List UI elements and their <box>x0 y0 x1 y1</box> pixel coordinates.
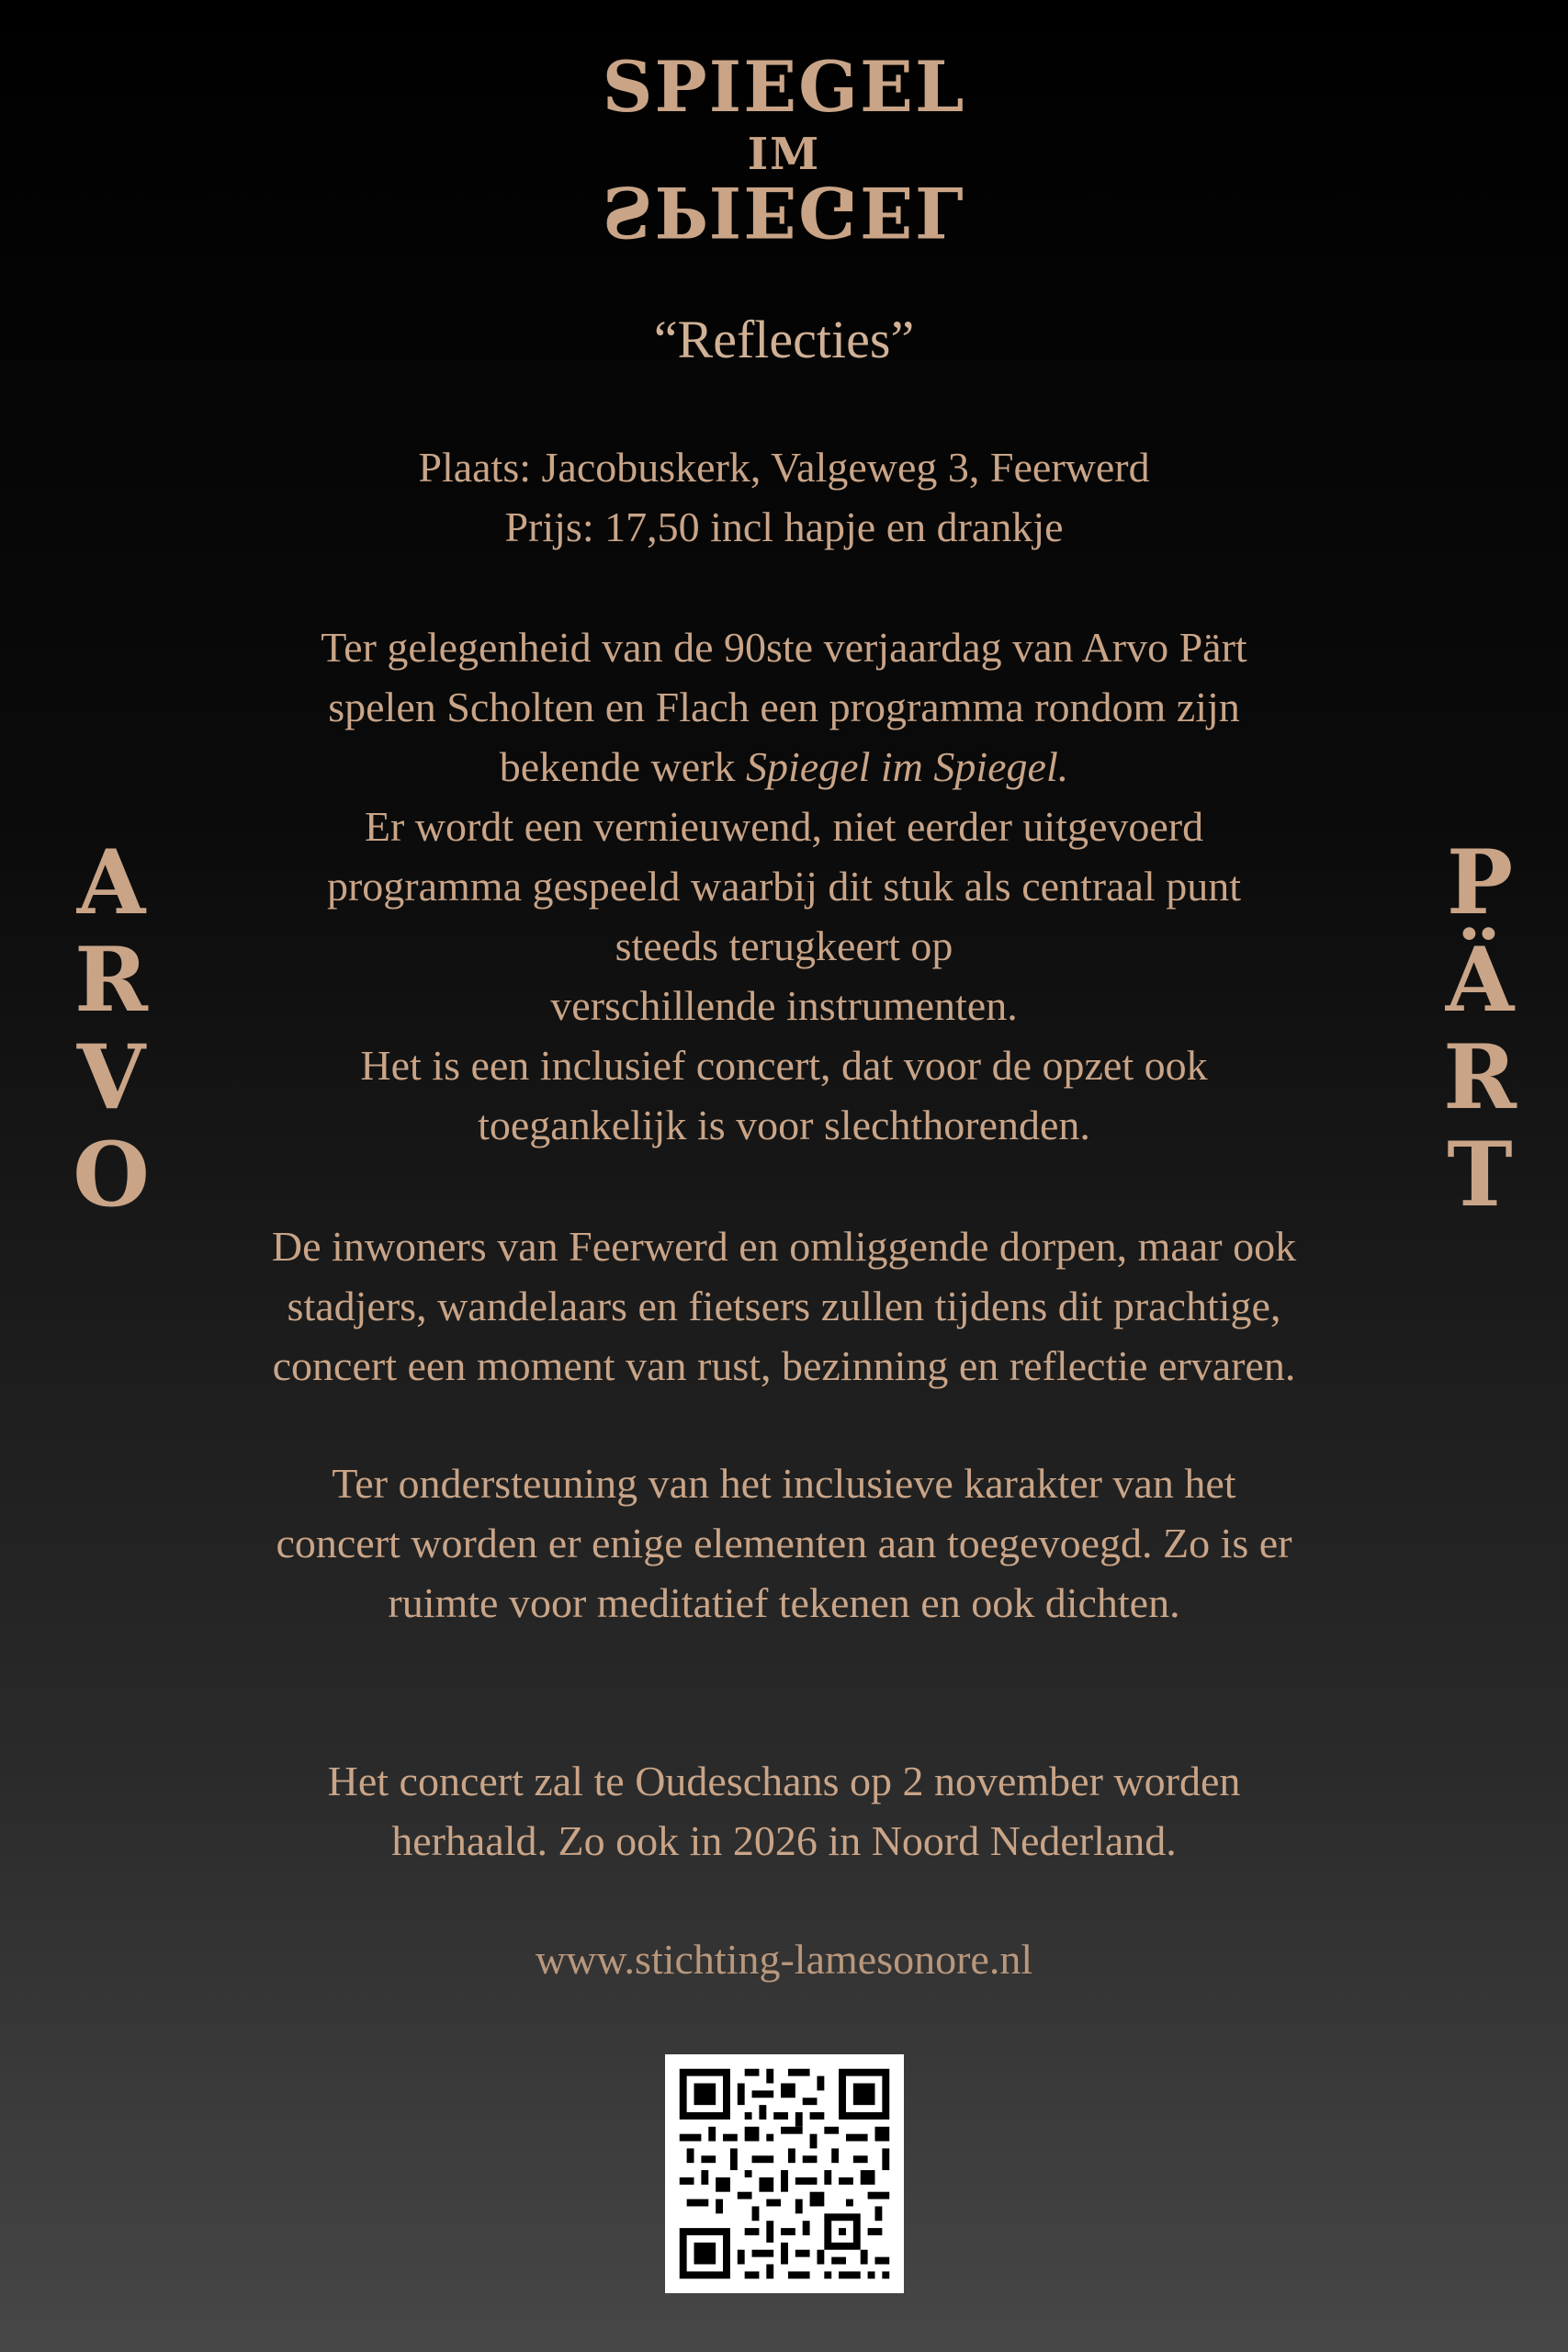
text-line: herhaald. Zo ook in 2026 in Noord Nederland. <box>391 1817 1177 1864</box>
text-line: Het concert zal te Oudeschans op 2 november worden <box>327 1758 1241 1804</box>
text-span: bekende werk <box>499 743 746 790</box>
side-letter: V <box>76 1025 146 1129</box>
text-line: verschillende instrumenten. <box>550 982 1018 1029</box>
title-spiegel: SPIEGEL <box>602 46 966 128</box>
title-im: IM <box>747 129 821 180</box>
event-info <box>138 437 1430 557</box>
description-paragraph-3 <box>138 1453 1430 1633</box>
text-line: programma gespeeld waarbij dit stuk als centraal punt <box>326 863 1242 910</box>
side-letter: T <box>1447 1123 1513 1227</box>
text-line: concert een moment van rust, bezinning en reflectie ervaren. <box>272 1342 1296 1389</box>
text-line: Er wordt een vernieuwend, niet eerder uitgevoerd <box>364 803 1204 850</box>
text-line: stadjers, wandelaars en fietsers zullen tijdens dit prachtige, <box>287 1283 1281 1329</box>
text-line: spelen Scholten en Flach een programma rondom zijn <box>328 684 1240 730</box>
text-line: De inwoners van Feerwerd en omliggende dorpen, maar ook <box>271 1223 1297 1270</box>
location-text: Plaats: Jacobuskerk, Valgeweg 3, Feerwerd <box>418 444 1150 491</box>
text-line: toegankelijk is voor slechthorenden. <box>478 1102 1090 1148</box>
side-letter: R <box>1443 1025 1517 1129</box>
work-title-italic: Spiegel im Spiegel. <box>745 743 1069 790</box>
text-line: Het is een inclusief concert, dat voor de opzet ook <box>360 1042 1208 1089</box>
text-line: ruimte voor meditatief tekenen en ook dichten. <box>388 1579 1180 1626</box>
description-paragraph-1 <box>138 617 1430 1155</box>
side-letter: P <box>1446 831 1514 934</box>
text-line: steeds terugkeert op <box>615 922 953 969</box>
description-paragraph-2 <box>138 1216 1430 1396</box>
side-letter: O <box>73 1123 150 1227</box>
qr-code[interactable] <box>665 2054 904 2293</box>
side-letter: R <box>74 928 148 1032</box>
side-text-part <box>1411 831 1549 1227</box>
side-letter: Ä <box>1445 928 1515 1032</box>
text-line: Ter ondersteuning van het inclusieve karakter van het <box>332 1460 1236 1507</box>
repeat-concert-info <box>138 1751 1430 1871</box>
text-line <box>138 737 1430 797</box>
text-line: Ter gelegenheid van de 90ste verjaardag van Arvo Pärt <box>321 624 1247 671</box>
text-line: concert worden er enige elementen aan toegevoegd. Zo is er <box>276 1520 1292 1566</box>
subtitle-reflecties: “Reflecties” <box>653 310 915 369</box>
title-spiegel-mirrored: SPIEGEL <box>602 171 966 253</box>
price-text: Prijs: 17,50 incl hapje en drankje <box>504 503 1064 550</box>
qr-code-icon <box>665 2054 904 2293</box>
side-letter: A <box>76 831 146 934</box>
website-link[interactable]: www.stichting-lamesonore.nl <box>535 1936 1033 1983</box>
